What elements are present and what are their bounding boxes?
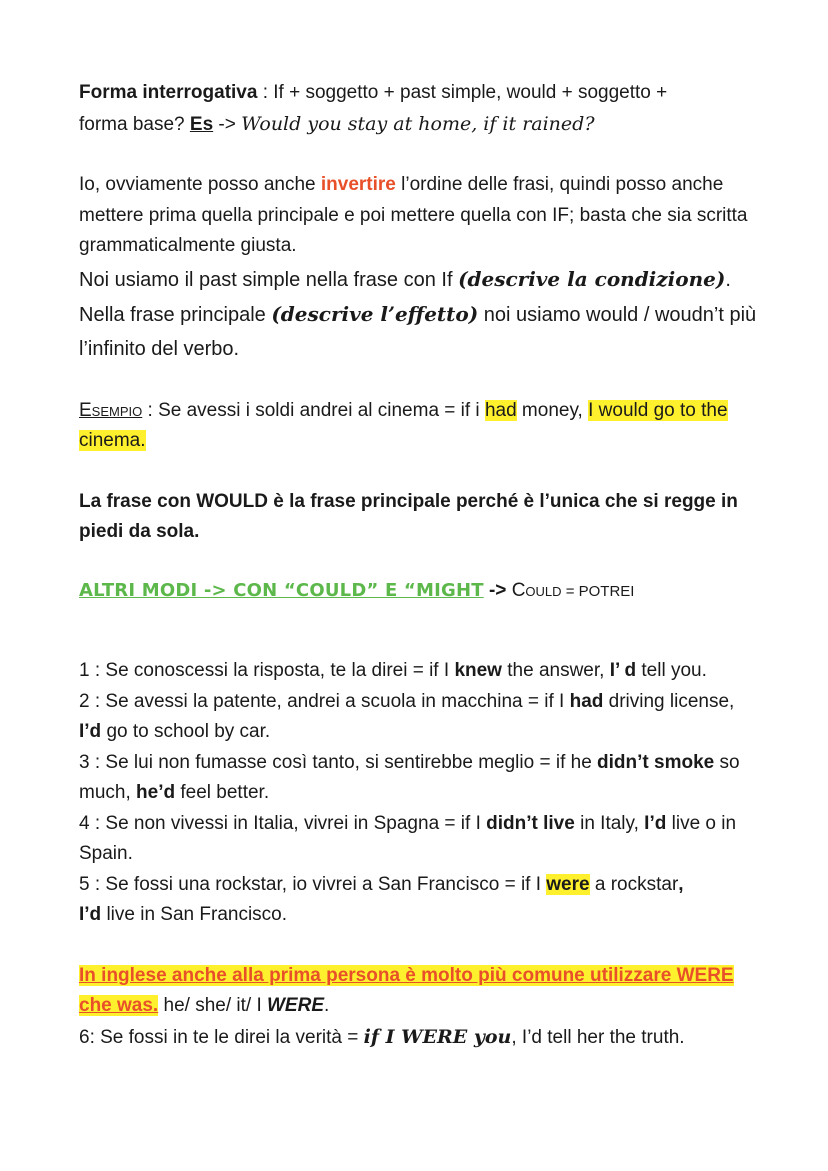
past-simple-paragraph xyxy=(79,262,759,366)
altri-modi-title: ALTRI MODI -> CON “COULD” E “MIGHT xyxy=(79,579,484,601)
examples-list xyxy=(79,656,759,931)
example-verb: knew xyxy=(454,660,502,681)
arrow: -> xyxy=(213,113,242,135)
example-item xyxy=(79,748,759,809)
esempio-label: Esempio xyxy=(79,399,143,421)
would-highlight: I would go to the cinema. xyxy=(79,399,728,451)
example-end: go to school by car. xyxy=(101,721,271,742)
example-end: live in San Francisco. xyxy=(101,904,288,925)
esempio-text-1: : Se avessi i soldi andrei al cinema = if i xyxy=(142,399,485,421)
were-rule-highlight: In inglese anche alla prima persona è molto più comune utilizzare WERE che was. xyxy=(79,964,734,1016)
example-comma: , xyxy=(678,873,684,895)
example-text: 1 : Se conoscessi la risposta, te la direi = if I xyxy=(79,660,455,681)
example-verb: didn’t smoke xyxy=(597,751,715,773)
example-text: 6: Se fossi in te le direi la verità = xyxy=(79,1026,364,1048)
example-item xyxy=(79,656,759,687)
example-mid: in Italy, xyxy=(574,812,645,834)
example-end: live o in Spain. xyxy=(79,812,737,864)
altri-modi-heading xyxy=(79,576,759,608)
example-would: he’d xyxy=(136,782,176,803)
invert-text-2: l’ordine delle frasi, quindi posso anche mettere prima quella principale e poi mettere quella con IF; basta che sia scritta grammaticalmente giusta. xyxy=(79,174,748,256)
esempio-text-2: money, xyxy=(516,399,589,421)
example-would: I’d xyxy=(79,904,102,925)
example-text: 2 : Se avessi la patente, andrei a scuola in macchina = if I xyxy=(79,690,570,712)
interrogative-example: Would you stay at home, if it rained? xyxy=(241,112,595,135)
example-item xyxy=(79,809,759,870)
document-page xyxy=(79,78,759,1053)
example-would: I’d xyxy=(79,721,102,742)
interrogative-label: Forma interrogativa xyxy=(79,82,258,103)
example-end: , I’d tell her the truth. xyxy=(511,1026,685,1048)
example-would: I’ d xyxy=(609,660,637,681)
effect-note: (descrive l’effetto) xyxy=(271,301,479,326)
example-mid: driving license, xyxy=(603,690,735,712)
interrogative-text-2: forma base? xyxy=(79,113,190,135)
example-text: 4 : Se non vivessi in Italia, vivrei in Spagna = if I xyxy=(79,812,487,834)
were-note xyxy=(79,961,759,1022)
had-highlight: had xyxy=(484,399,517,421)
were-emphasis: WERE xyxy=(267,995,324,1016)
past-simple-text-1: Noi usiamo il past simple nella frase con If xyxy=(79,268,459,291)
potrei-label: = POTREI xyxy=(561,582,635,600)
condition-note: (descrive la condizione) xyxy=(458,266,726,291)
example-item xyxy=(79,687,759,748)
example-would: I’d xyxy=(644,812,667,834)
example-verb: had xyxy=(569,690,604,712)
example-mid: the answer, xyxy=(501,660,610,681)
esempio-paragraph xyxy=(79,396,759,457)
example-text: 3 : Se lui non fumasse così tanto, si sentirebbe meglio = if he xyxy=(79,751,598,773)
example-item xyxy=(79,870,759,931)
past-simple-text-2: . Nella frase principale xyxy=(79,268,731,326)
arrow-2: -> xyxy=(483,579,512,601)
if-i-were-you: if I WERE you xyxy=(363,1025,512,1048)
past-simple-text-3: noi usiamo would / woudn’t più l’infinito del verbo. xyxy=(79,303,757,360)
were-highlight: were xyxy=(546,873,590,895)
were-pronouns: he/ she/ it/ I xyxy=(158,995,267,1016)
interrogative-text: : If + soggetto + past simple, would + soggetto + xyxy=(257,82,668,103)
example-text: 5 : Se fossi una rockstar, io vivrei a San Francisco = if I xyxy=(79,873,547,895)
example-verb: didn’t live xyxy=(486,812,575,834)
example-mid: a rockstar xyxy=(589,873,679,895)
example-end: tell you. xyxy=(636,660,707,681)
es-label: Es xyxy=(189,113,214,135)
invert-text-1: Io, ovviamente posso anche xyxy=(79,174,321,195)
could-label: Could xyxy=(511,579,562,601)
example-6 xyxy=(79,1022,759,1054)
example-mid: so much, xyxy=(79,751,740,803)
invert-paragraph xyxy=(79,170,759,262)
invertire-highlight: invertire xyxy=(320,174,396,195)
would-note: La frase con WOULD è la frase principale perché è l’unica che si regge in piedi da sola. xyxy=(79,490,738,542)
interrogative-paragraph xyxy=(79,78,759,140)
were-dot: . xyxy=(324,995,330,1016)
example-end: feel better. xyxy=(175,782,270,803)
